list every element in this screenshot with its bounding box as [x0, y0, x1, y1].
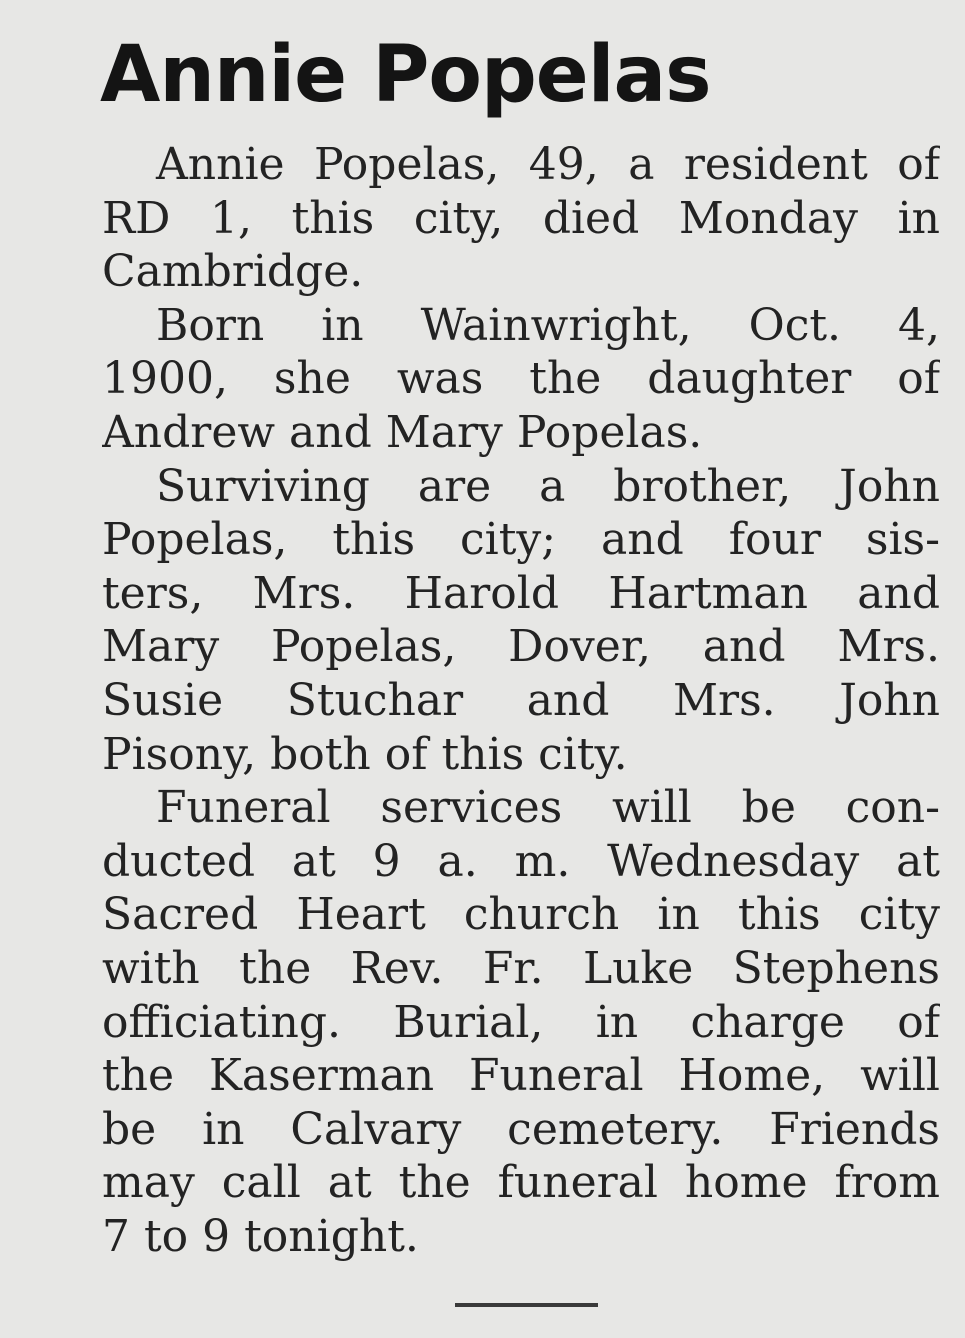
text-line: RD 1, this city, died Monday in: [102, 192, 940, 244]
paragraph-death-notice: [102, 138, 940, 299]
text-line: with the Rev. Fr. Luke Stephens: [102, 942, 940, 994]
text-line: Pisony, both of this city.: [102, 728, 628, 780]
text-line: Andrew and Mary Popelas.: [102, 406, 703, 458]
text-line: Funeral services will be con-: [156, 782, 940, 834]
text-line: may call at the funeral home from: [102, 1157, 940, 1209]
text-line: Surviving are a brother, John: [156, 460, 940, 512]
text-line: Cambridge.: [102, 246, 364, 298]
text-line: Born in Wainwright, Oct. 4,: [156, 299, 940, 351]
end-divider: [455, 1303, 598, 1307]
paragraph-birth: [102, 299, 940, 460]
text-line: officiating. Burial, in charge of: [102, 996, 940, 1048]
text-line: ducted at 9 a. m. Wednesday at: [102, 835, 940, 887]
text-line: Popelas, this city; and four sis-: [102, 514, 940, 566]
text-line: 7 to 9 tonight.: [102, 1210, 419, 1262]
headline: Annie Popelas: [100, 30, 711, 120]
text-line: 1900, she was the daughter of: [102, 353, 940, 405]
text-line: the Kaserman Funeral Home, will: [102, 1050, 940, 1102]
paragraph-survivors: [102, 460, 940, 782]
text-line: Susie Stuchar and Mrs. John: [102, 674, 940, 726]
text-line: Annie Popelas, 49, a resident of: [156, 139, 940, 190]
text-line: Mary Popelas, Dover, and Mrs.: [102, 621, 940, 673]
paragraph-funeral-services: [102, 781, 940, 1263]
text-line: ters, Mrs. Harold Hartman and: [102, 567, 940, 619]
article-body: [102, 138, 940, 1263]
text-line: be in Calvary cemetery. Friends: [102, 1103, 940, 1155]
text-line: Sacred Heart church in this city: [102, 889, 940, 941]
